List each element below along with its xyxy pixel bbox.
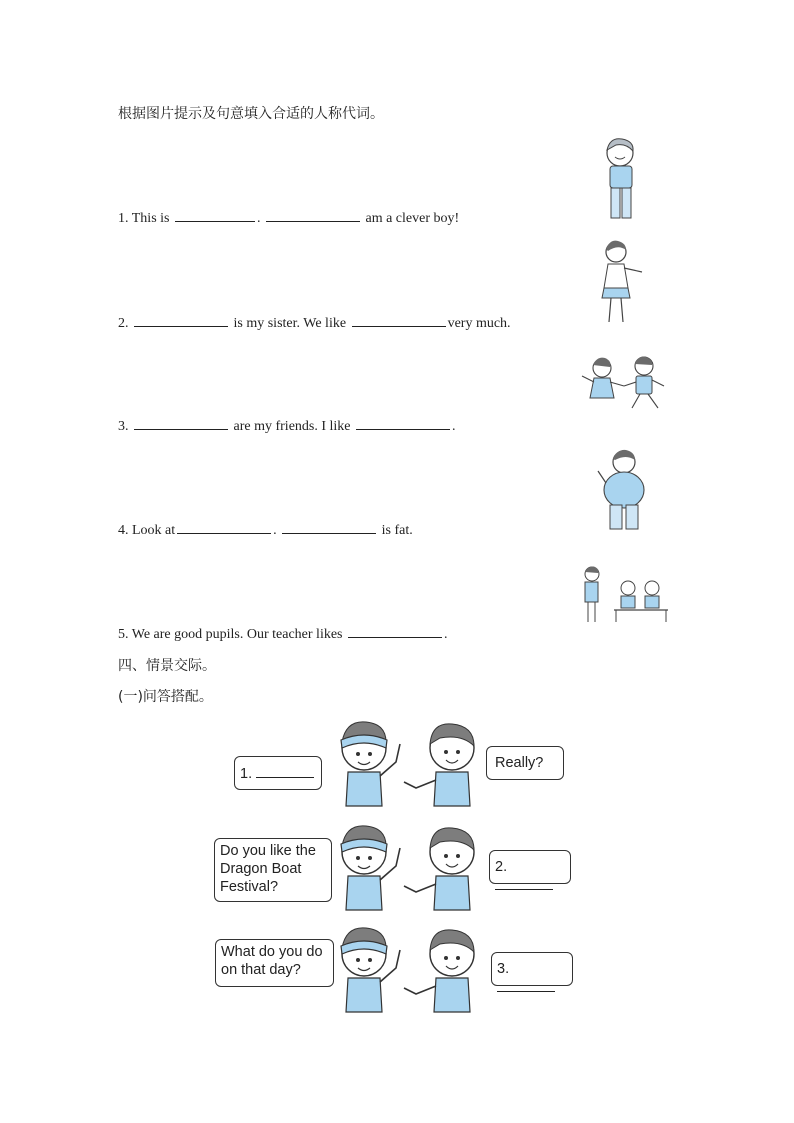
speech-bubble-left-3: What do you do on that day?	[215, 939, 334, 987]
speech-bubble-right-2: 2.	[489, 850, 571, 884]
answer-blank[interactable]	[134, 415, 228, 430]
boy-illustration	[598, 133, 642, 225]
question-5: 5. We are good pupils. Our teacher likes .	[118, 623, 448, 643]
answer-blank[interactable]	[134, 312, 228, 327]
boy-illustration	[400, 922, 484, 1016]
answer-blank[interactable]	[356, 415, 450, 430]
classroom-illustration	[576, 564, 670, 624]
speech-bubble-left-1: 1.	[234, 756, 322, 790]
answer-blank[interactable]	[175, 207, 255, 222]
answer-blank[interactable]	[256, 764, 314, 778]
answer-blank[interactable]	[352, 312, 446, 327]
friends-illustration	[578, 352, 670, 414]
boy-illustration	[400, 820, 484, 914]
section-title: 四、情景交际。	[118, 658, 216, 674]
answer-blank[interactable]	[495, 876, 553, 890]
question-3: 3. are my friends. I like .	[118, 415, 456, 435]
section-subtitle: (一)问答搭配。	[118, 689, 213, 705]
answer-blank[interactable]	[177, 519, 271, 534]
speech-bubble-right-3: 3.	[491, 952, 573, 986]
question-4: 4. Look at . is fat.	[118, 519, 413, 539]
speech-bubble-right-1: Really?	[486, 746, 564, 780]
answer-blank[interactable]	[266, 207, 360, 222]
instruction: 根据图片提示及句意填入合适的人称代词。	[118, 106, 384, 122]
answer-blank[interactable]	[282, 519, 376, 534]
boy-illustration	[400, 716, 484, 810]
question-2: 2. is my sister. We like very much.	[118, 312, 511, 332]
answer-blank[interactable]	[348, 623, 442, 638]
answer-blank[interactable]	[497, 978, 555, 992]
speech-bubble-left-2: Do you like the Dragon Boat Festival?	[214, 838, 332, 902]
question-1: 1. This is . am a clever boy!	[118, 207, 459, 227]
girl-illustration	[596, 236, 648, 328]
man-illustration	[592, 445, 656, 535]
